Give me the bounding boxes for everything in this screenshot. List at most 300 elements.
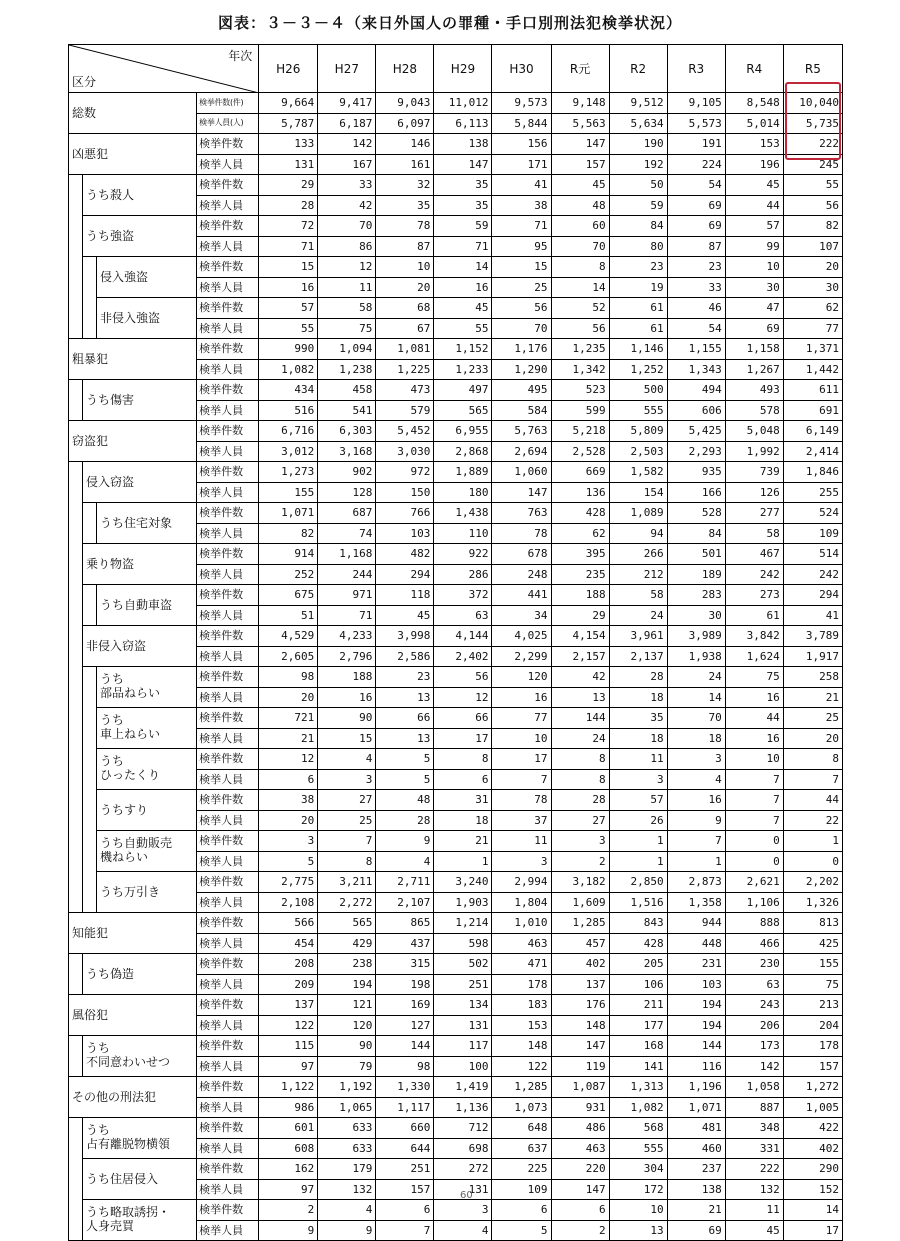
indicator-label: 検挙件数 (197, 995, 259, 1016)
category-label-line: 窃盗犯 (72, 434, 109, 448)
value-cell: 69 (667, 216, 725, 237)
value-cell: 290 (783, 1159, 842, 1180)
page-number: 60 (460, 1190, 473, 1201)
value-cell: 144 (551, 708, 609, 729)
value-cell: 80 (609, 236, 667, 257)
value-cell: 1,146 (609, 339, 667, 360)
value-cell: 1,804 (492, 892, 551, 913)
indent-cell (83, 257, 97, 298)
value-cell: 116 (667, 1056, 725, 1077)
value-cell: 3 (318, 769, 376, 790)
indent-cell (69, 1036, 83, 1077)
value-cell: 501 (667, 544, 725, 565)
value-cell: 97 (259, 1179, 318, 1200)
indicator-label: 検挙人員 (197, 359, 259, 380)
indent-cell (69, 749, 83, 790)
value-cell: 372 (434, 585, 492, 606)
category-label-line: 車上ねらい (100, 727, 161, 741)
value-cell: 565 (318, 913, 376, 934)
value-cell: 75 (318, 318, 376, 339)
category-label (69, 1077, 197, 1118)
value-cell: 494 (667, 380, 725, 401)
value-cell: 245 (783, 154, 842, 175)
value-cell: 120 (492, 667, 551, 688)
value-cell: 315 (376, 954, 434, 975)
value-cell: 606 (667, 400, 725, 421)
value-cell: 33 (667, 277, 725, 298)
value-cell: 1,089 (609, 503, 667, 524)
value-cell: 45 (434, 298, 492, 319)
value-cell: 23 (609, 257, 667, 278)
category-label (97, 749, 197, 790)
value-cell: 971 (318, 585, 376, 606)
value-cell: 15 (318, 728, 376, 749)
category-label (83, 954, 197, 995)
value-cell: 739 (725, 462, 783, 483)
value-cell: 2,414 (783, 441, 842, 462)
value-cell: 131 (259, 154, 318, 175)
value-cell: 21 (259, 728, 318, 749)
indicator-label: 検挙人員 (197, 564, 259, 585)
value-cell: 166 (667, 482, 725, 503)
value-cell: 1,419 (434, 1077, 492, 1098)
value-cell: 244 (318, 564, 376, 585)
category-label (69, 913, 197, 954)
value-cell: 17 (783, 1220, 842, 1241)
value-cell: 1,168 (318, 544, 376, 565)
value-cell: 712 (434, 1118, 492, 1139)
value-cell: 944 (667, 913, 725, 934)
value-cell: 58 (609, 585, 667, 606)
value-cell: 252 (259, 564, 318, 585)
value-cell: 55 (259, 318, 318, 339)
indicator-label: 検挙件数 (197, 708, 259, 729)
value-cell: 1 (434, 851, 492, 872)
value-cell: 5,425 (667, 421, 725, 442)
value-cell: 5,763 (492, 421, 551, 442)
value-cell: 7 (376, 1220, 434, 1241)
value-cell: 972 (376, 462, 434, 483)
category-label-line: うち自動車盗 (100, 598, 173, 612)
indent-cell (69, 257, 83, 298)
value-cell: 2,272 (318, 892, 376, 913)
value-cell: 1,992 (725, 441, 783, 462)
indent-cell (69, 1159, 83, 1200)
value-cell: 8 (783, 749, 842, 770)
value-cell: 2,528 (551, 441, 609, 462)
table-row (69, 913, 843, 934)
value-cell: 6 (434, 769, 492, 790)
value-cell: 2,621 (725, 872, 783, 893)
value-cell: 7 (667, 831, 725, 852)
value-cell: 29 (551, 605, 609, 626)
value-cell: 25 (318, 810, 376, 831)
value-cell: 1,889 (434, 462, 492, 483)
value-cell: 2,299 (492, 646, 551, 667)
value-cell: 155 (259, 482, 318, 503)
value-cell: 15 (259, 257, 318, 278)
category-label (83, 175, 197, 216)
category-label (83, 1118, 197, 1159)
value-cell: 1,192 (318, 1077, 376, 1098)
value-cell: 6 (259, 769, 318, 790)
category-label-line: 機ねらい (100, 850, 149, 864)
value-cell: 4,144 (434, 626, 492, 647)
value-cell: 3 (434, 1200, 492, 1221)
indent-cell (69, 790, 83, 831)
value-cell: 87 (667, 236, 725, 257)
category-label-line: 侵入窃盗 (86, 475, 135, 489)
value-cell: 133 (259, 134, 318, 155)
value-cell: 6,187 (318, 113, 376, 134)
indent-cell (83, 749, 97, 790)
value-cell: 147 (551, 1179, 609, 1200)
value-cell: 14 (667, 687, 725, 708)
value-cell: 5,048 (725, 421, 783, 442)
value-cell: 698 (434, 1138, 492, 1159)
table-row (69, 995, 843, 1016)
value-cell: 7 (725, 790, 783, 811)
value-cell: 5 (492, 1220, 551, 1241)
value-cell: 157 (551, 154, 609, 175)
indicator-label: 検挙件数 (197, 667, 259, 688)
value-cell: 146 (376, 134, 434, 155)
year-header: R4 (725, 45, 783, 93)
value-cell: 205 (609, 954, 667, 975)
value-cell: 2,108 (259, 892, 318, 913)
value-cell: 78 (376, 216, 434, 237)
value-cell: 82 (259, 523, 318, 544)
value-cell: 23 (667, 257, 725, 278)
value-cell: 75 (783, 974, 842, 995)
value-cell: 1,071 (667, 1097, 725, 1118)
value-cell: 71 (434, 236, 492, 257)
value-cell: 142 (725, 1056, 783, 1077)
category-label-line: うち (100, 754, 125, 769)
value-cell: 16 (667, 790, 725, 811)
value-cell: 1,624 (725, 646, 783, 667)
indicator-label: 検挙件数 (197, 257, 259, 278)
value-cell: 584 (492, 400, 551, 421)
value-cell: 566 (259, 913, 318, 934)
value-cell: 38 (259, 790, 318, 811)
value-cell: 9,043 (376, 93, 434, 114)
category-label-line: 総数 (72, 106, 97, 120)
value-cell: 57 (259, 298, 318, 319)
value-cell: 1,516 (609, 892, 667, 913)
value-cell: 54 (667, 175, 725, 196)
value-cell: 1,313 (609, 1077, 667, 1098)
value-cell: 402 (783, 1138, 842, 1159)
category-label-line: 風俗犯 (72, 1008, 109, 1022)
value-cell: 9,105 (667, 93, 725, 114)
value-cell: 58 (318, 298, 376, 319)
category-label-line: ひったくり (100, 768, 161, 782)
value-cell: 6,716 (259, 421, 318, 442)
value-cell: 1,235 (551, 339, 609, 360)
category-label (83, 462, 197, 503)
value-cell: 434 (259, 380, 318, 401)
category-label-line: 凶悪犯 (72, 147, 109, 161)
value-cell: 1,058 (725, 1077, 783, 1098)
value-cell: 157 (376, 1179, 434, 1200)
indicator-label: 検挙件数 (197, 1200, 259, 1221)
value-cell: 6 (376, 1200, 434, 1221)
value-cell: 35 (376, 195, 434, 216)
page-title: 図表：３－３－４（来日外国人の罪種・手口別刑法犯検挙状況） (217, 14, 682, 32)
indicator-label: 検挙件数 (197, 216, 259, 237)
category-label-line: うち偽造 (86, 967, 135, 981)
value-cell: 32 (376, 175, 434, 196)
value-cell: 61 (609, 298, 667, 319)
value-cell: 11 (609, 749, 667, 770)
value-cell: 86 (318, 236, 376, 257)
indicator-label: 検挙人員 (197, 892, 259, 913)
value-cell: 52 (551, 298, 609, 319)
indicator-label: 検挙人員 (197, 441, 259, 462)
value-cell: 153 (492, 1015, 551, 1036)
table-row (69, 749, 843, 770)
value-cell: 243 (725, 995, 783, 1016)
indicator-label: 検挙人員 (197, 318, 259, 339)
value-cell: 2,402 (434, 646, 492, 667)
value-cell: 3 (551, 831, 609, 852)
indicator-label: 検挙件数 (197, 831, 259, 852)
value-cell: 41 (492, 175, 551, 196)
value-cell: 44 (725, 708, 783, 729)
value-cell: 82 (783, 216, 842, 237)
value-cell: 30 (725, 277, 783, 298)
value-cell: 24 (551, 728, 609, 749)
value-cell: 137 (551, 974, 609, 995)
table-row (69, 831, 843, 852)
value-cell: 99 (725, 236, 783, 257)
value-cell: 481 (667, 1118, 725, 1139)
table-row (69, 134, 843, 155)
value-cell: 9 (318, 1220, 376, 1241)
value-cell: 1,273 (259, 462, 318, 483)
value-cell: 17 (492, 749, 551, 770)
value-cell: 935 (667, 462, 725, 483)
value-cell: 599 (551, 400, 609, 421)
table-row (69, 1118, 843, 1139)
value-cell: 156 (492, 134, 551, 155)
value-cell: 77 (492, 708, 551, 729)
value-cell: 213 (783, 995, 842, 1016)
value-cell: 144 (376, 1036, 434, 1057)
category-label (97, 585, 197, 626)
indicator-label: 検挙件数 (197, 298, 259, 319)
year-header: H29 (434, 45, 492, 93)
value-cell: 13 (609, 1220, 667, 1241)
indent-cell (83, 872, 97, 913)
value-cell: 1,065 (318, 1097, 376, 1118)
value-cell: 1,285 (492, 1077, 551, 1098)
value-cell: 127 (376, 1015, 434, 1036)
value-cell: 45 (725, 1220, 783, 1241)
value-cell: 115 (259, 1036, 318, 1057)
value-cell: 98 (259, 667, 318, 688)
value-cell: 142 (318, 134, 376, 155)
value-cell: 56 (492, 298, 551, 319)
value-cell: 294 (376, 564, 434, 585)
value-cell: 3,989 (667, 626, 725, 647)
category-label (83, 544, 197, 585)
value-cell: 3,030 (376, 441, 434, 462)
value-cell: 5 (376, 769, 434, 790)
value-cell: 138 (434, 134, 492, 155)
value-cell: 721 (259, 708, 318, 729)
indent-cell (69, 1118, 83, 1159)
value-cell: 132 (725, 1179, 783, 1200)
value-cell: 2,605 (259, 646, 318, 667)
value-cell: 9,512 (609, 93, 667, 114)
value-cell: 41 (783, 605, 842, 626)
value-cell: 633 (318, 1138, 376, 1159)
value-cell: 206 (725, 1015, 783, 1036)
value-cell: 2,868 (434, 441, 492, 462)
table-row (69, 257, 843, 278)
value-cell: 21 (783, 687, 842, 708)
value-cell: 11 (492, 831, 551, 852)
value-cell: 204 (783, 1015, 842, 1036)
value-cell: 1,073 (492, 1097, 551, 1118)
value-cell: 1,290 (492, 359, 551, 380)
value-cell: 51 (259, 605, 318, 626)
value-cell: 331 (725, 1138, 783, 1159)
indicator-label: 検挙件数 (197, 1036, 259, 1057)
value-cell: 1,438 (434, 503, 492, 524)
value-cell: 1,214 (434, 913, 492, 934)
value-cell: 887 (725, 1097, 783, 1118)
value-cell: 42 (318, 195, 376, 216)
value-cell: 9 (667, 810, 725, 831)
value-cell: 58 (725, 523, 783, 544)
value-cell: 119 (551, 1056, 609, 1077)
value-cell: 134 (434, 995, 492, 1016)
value-cell: 3 (609, 769, 667, 790)
value-cell: 516 (259, 400, 318, 421)
value-cell: 231 (667, 954, 725, 975)
value-cell: 222 (725, 1159, 783, 1180)
indent-cell (69, 954, 83, 995)
value-cell: 523 (551, 380, 609, 401)
value-cell: 87 (376, 236, 434, 257)
crime-statistics-table (68, 44, 843, 1241)
value-cell: 90 (318, 708, 376, 729)
category-label-line: うち住居侵入 (86, 1172, 159, 1186)
value-cell: 1,060 (492, 462, 551, 483)
value-cell: 2,850 (609, 872, 667, 893)
value-cell: 9,148 (551, 93, 609, 114)
table-row (69, 667, 843, 688)
value-cell: 50 (609, 175, 667, 196)
value-cell: 2,694 (492, 441, 551, 462)
category-label (97, 790, 197, 831)
table-row (69, 708, 843, 729)
value-cell: 12 (318, 257, 376, 278)
indent-cell (83, 503, 97, 544)
value-cell: 176 (551, 995, 609, 1016)
year-header: H27 (318, 45, 376, 93)
year-axis-label: 年次 (228, 49, 253, 63)
value-cell: 2,503 (609, 441, 667, 462)
value-cell: 3 (492, 851, 551, 872)
value-cell: 69 (667, 195, 725, 216)
value-cell: 0 (725, 851, 783, 872)
value-cell: 8 (318, 851, 376, 872)
value-cell: 1,285 (551, 913, 609, 934)
value-cell: 6 (551, 1200, 609, 1221)
value-cell: 28 (259, 195, 318, 216)
value-cell: 8 (434, 749, 492, 770)
value-cell: 62 (551, 523, 609, 544)
value-cell: 3 (259, 831, 318, 852)
value-cell: 500 (609, 380, 667, 401)
value-cell: 493 (725, 380, 783, 401)
value-cell: 155 (783, 954, 842, 975)
value-cell: 448 (667, 933, 725, 954)
value-cell: 251 (434, 974, 492, 995)
indent-cell (69, 1200, 83, 1241)
value-cell: 1,087 (551, 1077, 609, 1098)
value-cell: 7 (725, 810, 783, 831)
value-cell: 71 (318, 605, 376, 626)
value-cell: 467 (725, 544, 783, 565)
value-cell: 0 (725, 831, 783, 852)
indent-cell (69, 872, 83, 913)
value-cell: 154 (609, 482, 667, 503)
value-cell: 242 (725, 564, 783, 585)
value-cell: 922 (434, 544, 492, 565)
value-cell: 2,137 (609, 646, 667, 667)
value-cell: 69 (725, 318, 783, 339)
value-cell: 44 (725, 195, 783, 216)
value-cell: 35 (609, 708, 667, 729)
value-cell: 136 (551, 482, 609, 503)
indicator-label: 検挙件数 (197, 1118, 259, 1139)
total-category-label (69, 93, 197, 134)
value-cell: 266 (609, 544, 667, 565)
value-cell: 55 (434, 318, 492, 339)
value-cell: 277 (725, 503, 783, 524)
value-cell: 20 (376, 277, 434, 298)
value-cell: 611 (783, 380, 842, 401)
value-cell: 21 (434, 831, 492, 852)
value-cell: 179 (318, 1159, 376, 1180)
year-header: H30 (492, 45, 551, 93)
value-cell: 633 (318, 1118, 376, 1139)
indent-cell (69, 831, 83, 872)
table-row (69, 380, 843, 401)
value-cell: 458 (318, 380, 376, 401)
value-cell: 13 (376, 687, 434, 708)
value-cell: 687 (318, 503, 376, 524)
value-cell: 109 (492, 1179, 551, 1200)
category-label-line: うち (86, 1123, 111, 1138)
value-cell: 70 (318, 216, 376, 237)
indicator-label: 検挙人員 (197, 810, 259, 831)
value-cell: 6,149 (783, 421, 842, 442)
value-cell: 67 (376, 318, 434, 339)
category-label-line: うち (86, 1041, 111, 1056)
value-cell: 20 (259, 810, 318, 831)
value-cell: 18 (609, 687, 667, 708)
value-cell: 5,735 (783, 113, 842, 134)
value-cell: 486 (551, 1118, 609, 1139)
value-cell: 48 (376, 790, 434, 811)
value-cell: 1,846 (783, 462, 842, 483)
